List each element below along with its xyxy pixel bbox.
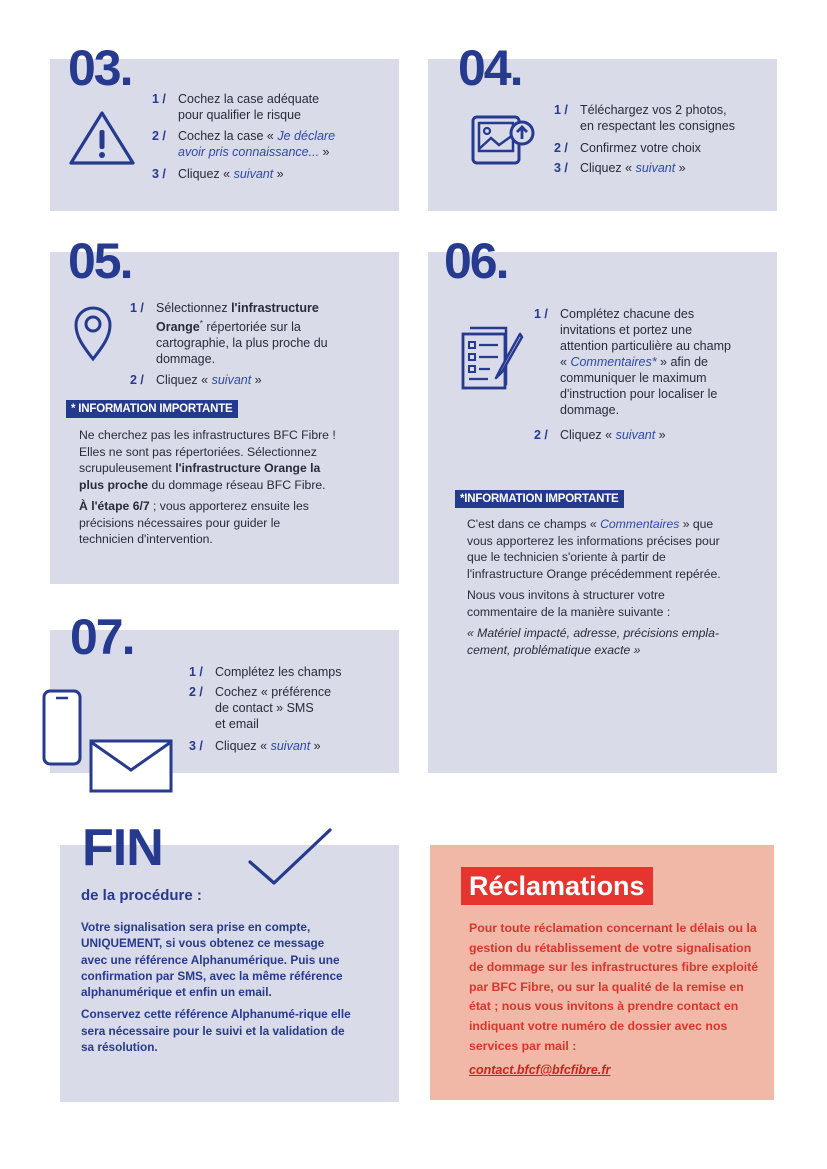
step-05-number: 05.: [68, 233, 132, 289]
checkmark-icon: [246, 826, 334, 888]
step-04-item-2: 2 / Confirmez votre choix: [554, 141, 701, 155]
info-important-tag-05: * INFORMATION IMPORTANTE: [66, 400, 238, 418]
step-05-item-2: 2 / Cliquez « suivant »: [130, 373, 262, 387]
fin-text: Votre signalisation sera prise en compte, UNIQUEMENT, si vous obtenez ce message avec une référence Alphanumérique. Puis une confirmation par SMS, avec la même référence alphanumérique et enfin un email. Conservez cette référence Alphanumé-rique elle sera nécessaire pour le suivi et la validation de sa résolution.: [81, 920, 351, 1055]
smartphone-icon: [40, 688, 84, 768]
reclamations-text: Pour toute réclamation concernant le délais ou la gestion du rétablissement de votre signalisation de dommage sur les infrastructures fibre exploité par BFC Fibre, ou sur la qualité de la remise en état ; nous vous invitons à prendre contact en indiquant votre numéro de dossier avec nos services par mail :: [469, 921, 759, 1053]
step-07-item-3: 3 / Cliquez « suivant »: [189, 739, 321, 753]
step-06-number: 06.: [444, 233, 508, 289]
step-07-item-2: 2 / Cochez « préférence de contact » SMS et email: [189, 685, 332, 731]
step-06-info-text: C'est dans ce champs « Commentaires » que vous apporterez les informations précises pour que le technicien s'oriente à partir de l'infrastructure Orange précédemment repérée. Nous vous invitons à structurer votre commentaire de la manière suivante : « Matériel impacté, adresse, précisions empla-cement, problématique exacte »: [467, 517, 721, 657]
step-03-item-2: 2 / Cochez la case « Je déclare avoir pris connaissance... »: [152, 129, 336, 159]
step-03-item-1: 1 / Cochez la case adéquate pour qualifier le risque: [152, 92, 320, 122]
step-05-item-1: 1 / Sélectionnez l'infrastructure Orange* répertoriée sur la cartographie, la plus proche du dommage.: [130, 301, 328, 367]
map-pin-icon: [72, 303, 114, 363]
step-05-info-text: Ne cherchez pas les infrastructures BFC Fibre ! Elles ne sont pas répertoriées. Sélectionnez scrupuleusement l'infrastructure Orange la plus proche du dommage réseau BFC Fibre. À l'étape 6/7 ; vous apporterez ensuite les précisions nécessaires pour guider le technicien d'intervention.: [79, 428, 336, 546]
envelope-icon: [88, 738, 174, 794]
fin-subtitle: de la procédure :: [81, 887, 202, 904]
step-04-item-1: 1 / Téléchargez vos 2 photos, en respectant les consignes: [554, 103, 735, 133]
step-06-item-2: 2 / Cliquez « suivant »: [534, 428, 666, 442]
step-06-item-1: 1 / Complétez chacune des invitations et portez une attention particulière au champ « Commentaires* » afin de communiquer le maximum d'instruction pour localiser le dommage.: [534, 307, 731, 417]
reclamations-email-link[interactable]: contact.bfcf@bfcfibre.fr: [469, 1063, 611, 1077]
step-03-item-3: 3 / Cliquez « suivant »: [152, 167, 284, 181]
step-04-item-3: 3 / Cliquez « suivant »: [554, 161, 686, 175]
step-07-number: 07.: [70, 609, 134, 665]
step-04-number: 04.: [458, 40, 522, 96]
info-important-tag-06: *INFORMATION IMPORTANTE: [455, 490, 624, 508]
photo-upload-icon: [468, 111, 540, 171]
reclamations-title: Réclamations: [461, 867, 653, 905]
form-checklist-icon: [458, 322, 526, 392]
warning-triangle-icon: [68, 110, 136, 166]
step-03-number: 03.: [68, 40, 132, 96]
step-07-item-1: 1 / Complétez les champs: [189, 665, 342, 679]
fin-title: FIN: [82, 819, 163, 877]
